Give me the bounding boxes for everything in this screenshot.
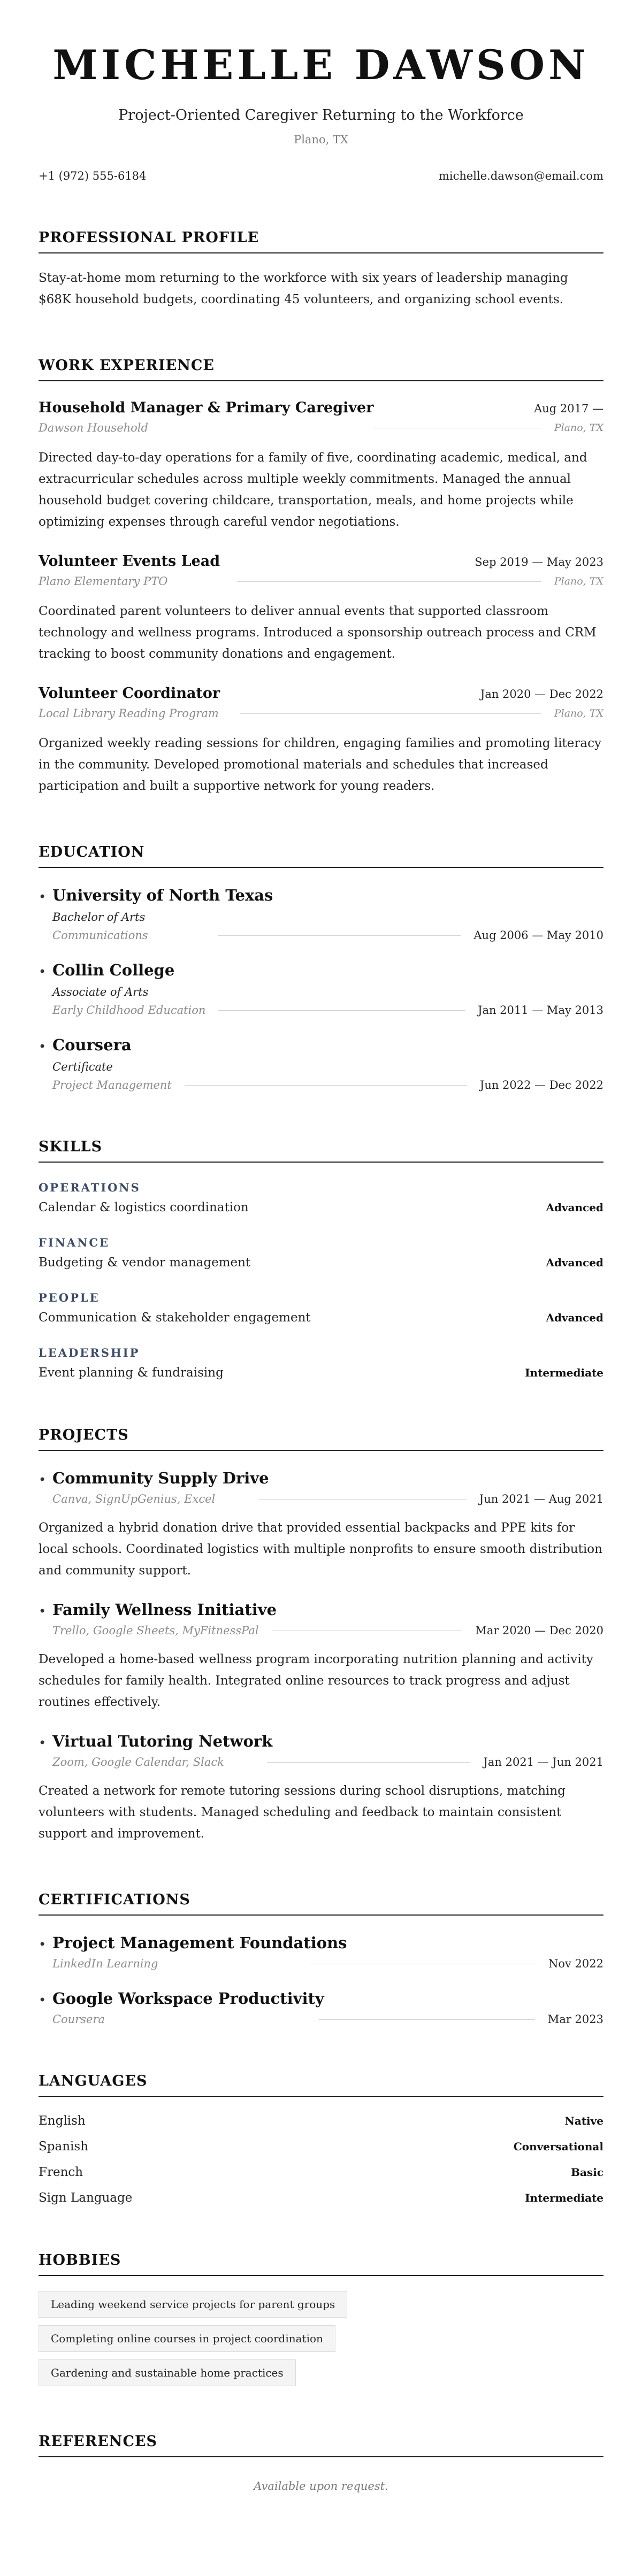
- field-of-study: Communications: [52, 929, 148, 942]
- skills-section: [39, 1139, 603, 1380]
- project-entry: [39, 1732, 603, 1844]
- skill-name: Calendar & logistics coordination: [39, 1201, 249, 1214]
- project-description: Developed a home-based wellness program incorporating nutrition planning and activity schedules for family health. Integrated online resources to track progress and adjust routines effectively.: [39, 1652, 593, 1709]
- section-title-experience: WORK EXPERIENCE: [39, 357, 603, 381]
- skill-level: Advanced: [546, 1201, 603, 1214]
- job-location: Plano, TX: [554, 575, 603, 587]
- bullet-icon: •: [39, 1993, 47, 2008]
- profile-section: [39, 229, 603, 310]
- section-title-certifications: CERTIFICATIONS: [39, 1891, 603, 1916]
- references-note: Available upon request.: [254, 2480, 388, 2493]
- leader-line: [258, 1498, 467, 1500]
- skill-row: [39, 1366, 603, 1380]
- languages-section: [39, 2073, 603, 2205]
- education-dates: Jan 2011 — May 2013: [478, 1004, 603, 1017]
- hobby-chip: Leading weekend service projects for parent groups: [39, 2291, 347, 2318]
- job-location: Plano, TX: [554, 708, 603, 719]
- email-address: michelle.dawson@email.com: [438, 170, 603, 182]
- certification-date: Mar 2023: [547, 2013, 603, 2026]
- education-section: [39, 844, 603, 1091]
- certification-title: Google Workspace Productivity: [52, 1989, 324, 2008]
- certification-entry: [39, 1989, 603, 2026]
- skill-category: PEOPLE: [39, 1291, 100, 1304]
- bullet-icon: •: [39, 1604, 47, 1619]
- section-title-languages: LANGUAGES: [39, 2073, 603, 2097]
- leader-line: [373, 427, 541, 428]
- language-name: Spanish: [39, 2140, 88, 2154]
- job-organization: Dawson Household: [39, 421, 148, 434]
- project-title: Family Wellness Initiative: [52, 1601, 277, 1619]
- field-of-study: Project Management: [52, 1079, 172, 1091]
- job-entry: [39, 399, 603, 533]
- project-dates: Jan 2021 — Jun 2021: [483, 1756, 603, 1768]
- degree-name: Certificate: [52, 1060, 113, 1073]
- project-entry: [39, 1601, 603, 1713]
- project-dates: Mar 2020 — Dec 2020: [475, 1624, 603, 1637]
- job-description: Coordinated parent volunteers to deliver annual events that supported classroom technology and wellness programs. Introduced a sponsorship outreach process and CRM tracking to boost community donations and engagement.: [39, 604, 597, 661]
- job-dates: Sep 2019 — May 2023: [475, 556, 603, 568]
- field-of-study: Early Childhood Education: [52, 1004, 206, 1017]
- school-name: Collin College: [52, 961, 175, 979]
- job-description: Organized weekly reading sessions for children, engaging families and promoting literacy in the community. Developed promotional materials and schedules that increased participation and built a supportive network for young readers.: [39, 736, 601, 793]
- degree-name: Bachelor of Arts: [52, 911, 146, 924]
- references-section: [39, 2433, 603, 2493]
- leader-line: [240, 713, 541, 714]
- project-tools: Zoom, Google Calendar, Slack: [52, 1756, 224, 1768]
- education-entry: [39, 1036, 603, 1091]
- job-organization: Plano Elementary PTO: [39, 575, 168, 588]
- skill-category: FINANCE: [39, 1236, 110, 1249]
- education-dates: Aug 2006 — May 2010: [473, 929, 603, 942]
- section-title-projects: PROJECTS: [39, 1427, 603, 1451]
- leader-line: [308, 1963, 536, 1964]
- skill-level: Advanced: [546, 1311, 603, 1324]
- job-dates: Aug 2017 —: [534, 402, 603, 415]
- projects-section: [39, 1427, 603, 1844]
- hobby-list: [39, 2291, 603, 2394]
- leader-line: [237, 581, 541, 582]
- language-level: Native: [564, 2114, 603, 2127]
- section-title-profile: PROFESSIONAL PROFILE: [39, 229, 603, 253]
- bullet-icon: •: [39, 1039, 47, 1054]
- profile-summary: Stay-at-home mom returning to the workforce with six years of leadership managing $68K household budgets, coordinating 45 volunteers, and organizing school events.: [39, 271, 568, 306]
- school-name: University of North Texas: [52, 886, 273, 904]
- education-entry: [39, 961, 603, 1017]
- project-description: Created a network for remote tutoring sessions during school disruptions, matching volunteers with students. Managed scheduling and feedback to maintain consistent support and improvement.: [39, 1784, 565, 1841]
- project-title: Community Supply Drive: [52, 1469, 269, 1487]
- section-title-education: EDUCATION: [39, 844, 603, 868]
- hobbies-section: [39, 2252, 603, 2394]
- education-dates: Jun 2022 — Dec 2022: [479, 1079, 603, 1091]
- job-organization: Local Library Reading Program: [39, 707, 219, 720]
- job-title: Volunteer Events Lead: [39, 553, 220, 570]
- project-entry: [39, 1469, 603, 1581]
- leader-line: [319, 2019, 535, 2020]
- project-description: Organized a hybrid donation drive that provided essential backpacks and PPE kits for local schools. Coordinated logistics with multiple nonprofits to ensure smooth distribution and community support.: [39, 1521, 602, 1578]
- education-entry: [39, 886, 603, 942]
- skill-name: Budgeting & vendor management: [39, 1256, 251, 1270]
- skill-category: OPERATIONS: [39, 1181, 141, 1194]
- certification-date: Nov 2022: [548, 1957, 603, 1970]
- language-level: Basic: [571, 2166, 603, 2179]
- bullet-icon: •: [39, 889, 47, 904]
- bullet-icon: •: [39, 964, 47, 979]
- language-row: [39, 2165, 603, 2179]
- language-level: Conversational: [513, 2140, 603, 2153]
- language-name: French: [39, 2165, 83, 2179]
- job-title: Household Manager & Primary Caregiver: [39, 399, 374, 416]
- language-name: English: [39, 2114, 86, 2128]
- candidate-location: Plano, TX: [294, 133, 348, 146]
- project-tools: Trello, Google Sheets, MyFitnessPal: [52, 1624, 259, 1637]
- bullet-icon: •: [39, 1735, 47, 1750]
- hobby-chip: Completing online courses in project coordination: [39, 2325, 335, 2352]
- certification-issuer: Coursera: [52, 2013, 105, 2026]
- skill-row: [39, 1256, 603, 1270]
- job-dates: Jan 2020 — Dec 2022: [480, 688, 603, 701]
- candidate-name: MICHELLE DAWSON: [52, 41, 590, 89]
- experience-section: [39, 357, 603, 797]
- degree-name: Associate of Arts: [52, 986, 149, 998]
- language-level: Intermediate: [525, 2191, 603, 2204]
- leader-line: [272, 1630, 463, 1631]
- section-title-skills: SKILLS: [39, 1139, 603, 1163]
- leader-line: [218, 1010, 465, 1011]
- skill-level: Advanced: [546, 1256, 603, 1269]
- skill-name: Communication & stakeholder engagement: [39, 1311, 311, 1325]
- leader-line: [218, 935, 461, 936]
- project-tools: Canva, SignUpGenius, Excel: [52, 1493, 216, 1505]
- project-title: Virtual Tutoring Network: [52, 1732, 273, 1750]
- certification-entry: [39, 1934, 603, 1970]
- leader-line: [185, 1085, 467, 1086]
- job-entry: [39, 553, 603, 665]
- leader-line: [267, 1762, 471, 1763]
- skill-row: [39, 1311, 603, 1325]
- language-row: [39, 2114, 603, 2128]
- job-location: Plano, TX: [554, 422, 603, 434]
- school-name: Coursera: [52, 1036, 132, 1054]
- skill-level: Intermediate: [525, 1366, 603, 1379]
- hobby-chip: Gardening and sustainable home practices: [39, 2359, 296, 2386]
- section-title-references: REFERENCES: [39, 2433, 603, 2457]
- language-name: Sign Language: [39, 2191, 133, 2205]
- bullet-icon: •: [39, 1937, 47, 1952]
- section-title-hobbies: HOBBIES: [39, 2252, 603, 2276]
- skill-category: LEADERSHIP: [39, 1346, 140, 1359]
- phone-number: +1 (972) 555-6184: [39, 170, 147, 182]
- contact-row: [39, 170, 603, 182]
- job-description: Directed day-to-day operations for a family of five, coordinating academic, medical, and extracurricular schedules across multiple weekly commitments. Managed the annual household budget covering childcare, transportation, meals, and home projects while optimizing expenses through careful vendor negotiations.: [39, 451, 587, 529]
- resume-header: [39, 41, 603, 182]
- language-row: [39, 2140, 603, 2154]
- language-row: [39, 2191, 603, 2205]
- job-title: Volunteer Coordinator: [39, 685, 220, 702]
- certification-title: Project Management Foundations: [52, 1934, 347, 1952]
- skill-name: Event planning & fundraising: [39, 1366, 224, 1380]
- bullet-icon: •: [39, 1472, 47, 1487]
- job-entry: [39, 685, 603, 797]
- certifications-section: [39, 1891, 603, 2026]
- candidate-tagline: Project-Oriented Caregiver Returning to the Workforce: [118, 107, 524, 124]
- skill-row: [39, 1201, 603, 1214]
- project-dates: Jun 2021 — Aug 2021: [479, 1493, 603, 1505]
- resume-page: [39, 0, 603, 2493]
- certification-issuer: LinkedIn Learning: [52, 1957, 158, 1970]
